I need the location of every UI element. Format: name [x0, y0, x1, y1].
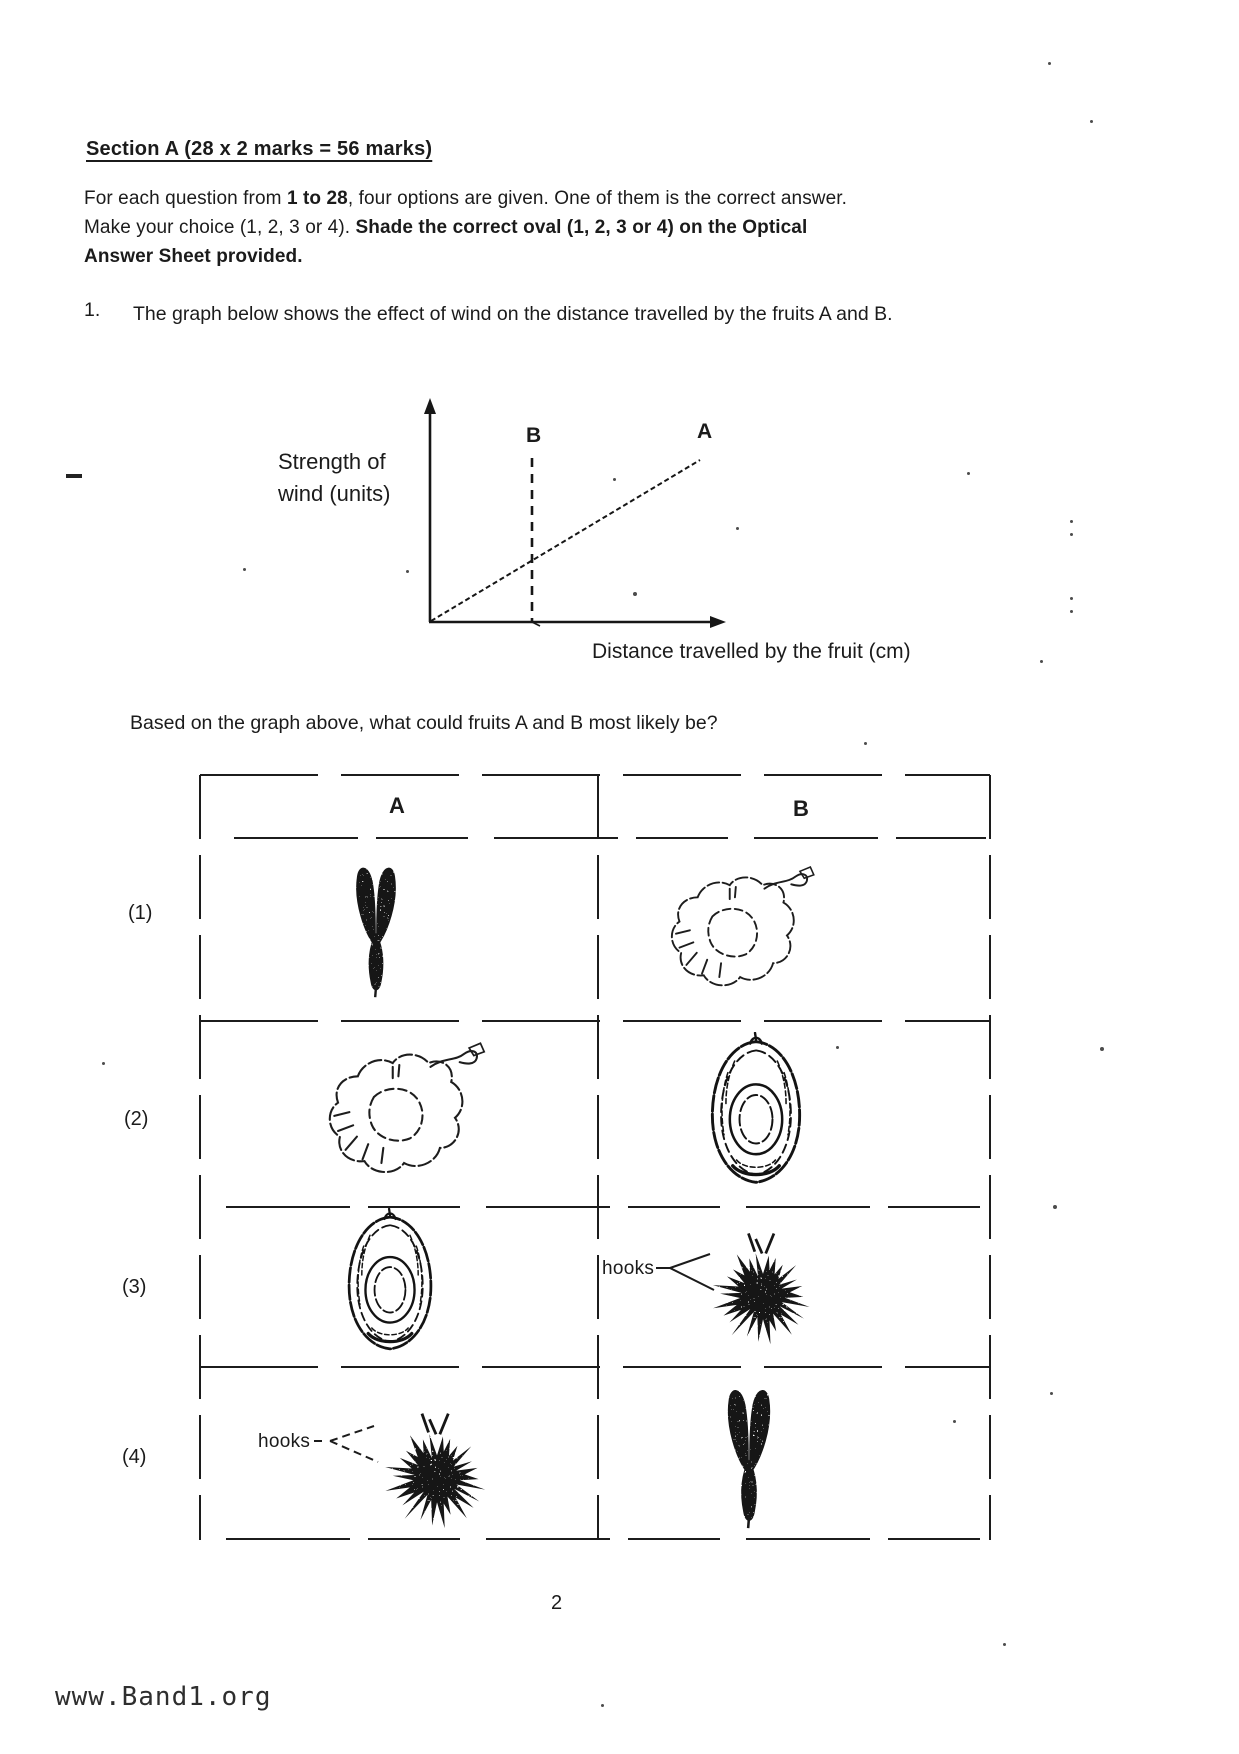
table-border-right [989, 775, 991, 1540]
instructions-text-bold: 1 to 28 [286, 188, 348, 209]
row4-hooks-label: hooks [258, 1431, 311, 1452]
table-row-divider-2 [200, 1206, 990, 1208]
x-axis-arrow-icon [710, 616, 726, 628]
section-heading: Section A (28 x 2 marks = 56 marks) [86, 138, 433, 160]
line-a-diagonal [431, 460, 700, 621]
scan-speck [864, 742, 867, 745]
scan-speck [406, 570, 409, 573]
scan-speck [953, 1420, 956, 1423]
scan-speck [1070, 610, 1073, 613]
scan-speck [1070, 533, 1073, 536]
scan-speck [1090, 120, 1093, 123]
instructions-text-bold: Shade the correct oval (1, 2, 3 or 4) on the Optical [355, 217, 808, 238]
option-row-label-1: (1) [128, 902, 153, 924]
column-b-header: B [793, 796, 809, 821]
y-axis-label-line1: Strength of [278, 449, 386, 474]
scan-speck [1100, 1047, 1104, 1051]
y-axis-label [278, 446, 390, 510]
table-row-divider-3 [200, 1366, 990, 1368]
table-border-left [199, 775, 201, 1540]
table-border-top [200, 774, 990, 776]
line-a-label: A [697, 420, 713, 443]
instructions-text: Make your choice (1, 2, 3 or 4). [84, 217, 356, 238]
instructions-line-1 [84, 188, 847, 210]
row2-b-fleshy-fruit-image [694, 1032, 818, 1192]
row1-b-wing-flap-fruit-image [650, 862, 832, 1002]
row4-b-winged-seed-image [702, 1384, 796, 1529]
scan-speck [836, 1046, 839, 1049]
scan-speck [1048, 62, 1051, 65]
column-a-header: A [389, 793, 405, 818]
line-b-label: B [526, 424, 542, 447]
scan-speck [736, 527, 739, 530]
x-axis-label: Distance travelled by the fruit (cm) [592, 640, 911, 663]
table-row-divider-1 [200, 1020, 990, 1022]
page-number: 2 [551, 1592, 563, 1614]
scan-speck [1070, 520, 1073, 523]
row4-a-burr-fruit-image [378, 1408, 496, 1534]
watermark: www.Band1.org [55, 1682, 272, 1712]
question-prompt: Based on the graph above, what could fruits A and B most likely be? [130, 712, 718, 734]
question-text: The graph below shows the effect of wind on the distance travelled by the fruits A and B. [133, 303, 893, 325]
instructions-line-3 [84, 246, 303, 268]
scan-speck [633, 592, 637, 596]
option-row-label-3: (3) [122, 1276, 147, 1298]
question-number: 1. [84, 299, 101, 321]
row2-a-wing-flap-fruit-image [306, 1038, 504, 1190]
instructions-text-bold: Answer Sheet provided. [84, 246, 303, 267]
scan-dash-mark [66, 474, 82, 478]
scan-speck [1003, 1643, 1006, 1646]
row3-a-fleshy-fruit-image [332, 1208, 448, 1358]
scan-speck [1053, 1205, 1057, 1209]
option-row-label-2: (2) [124, 1108, 149, 1130]
instructions-text: For each question from [84, 188, 287, 209]
scan-speck [1040, 660, 1043, 663]
scan-speck [613, 478, 616, 481]
scan-speck [1050, 1392, 1053, 1395]
scan-speck [1070, 597, 1073, 600]
option-row-label-4: (4) [122, 1446, 147, 1468]
instructions-text: , four options are given. One of them is the correct answer. [347, 188, 848, 209]
scan-speck [102, 1062, 105, 1065]
row3-hooks-label: hooks [602, 1258, 655, 1279]
scan-speck [243, 568, 246, 571]
table-border-bottom [200, 1538, 990, 1540]
row3-hooks-pointer-icon [654, 1244, 724, 1300]
table-column-divider [597, 775, 599, 1540]
scan-speck [601, 1704, 604, 1707]
scan-speck [967, 472, 970, 475]
wind-distance-graph [236, 392, 776, 672]
instructions-line-2 [84, 217, 807, 239]
y-axis-label-line2: wind (units) [278, 481, 391, 506]
row1-a-winged-seed-image [336, 856, 416, 1004]
y-axis-arrow-icon [424, 398, 436, 414]
row4-hooks-pointer-icon [312, 1414, 392, 1476]
